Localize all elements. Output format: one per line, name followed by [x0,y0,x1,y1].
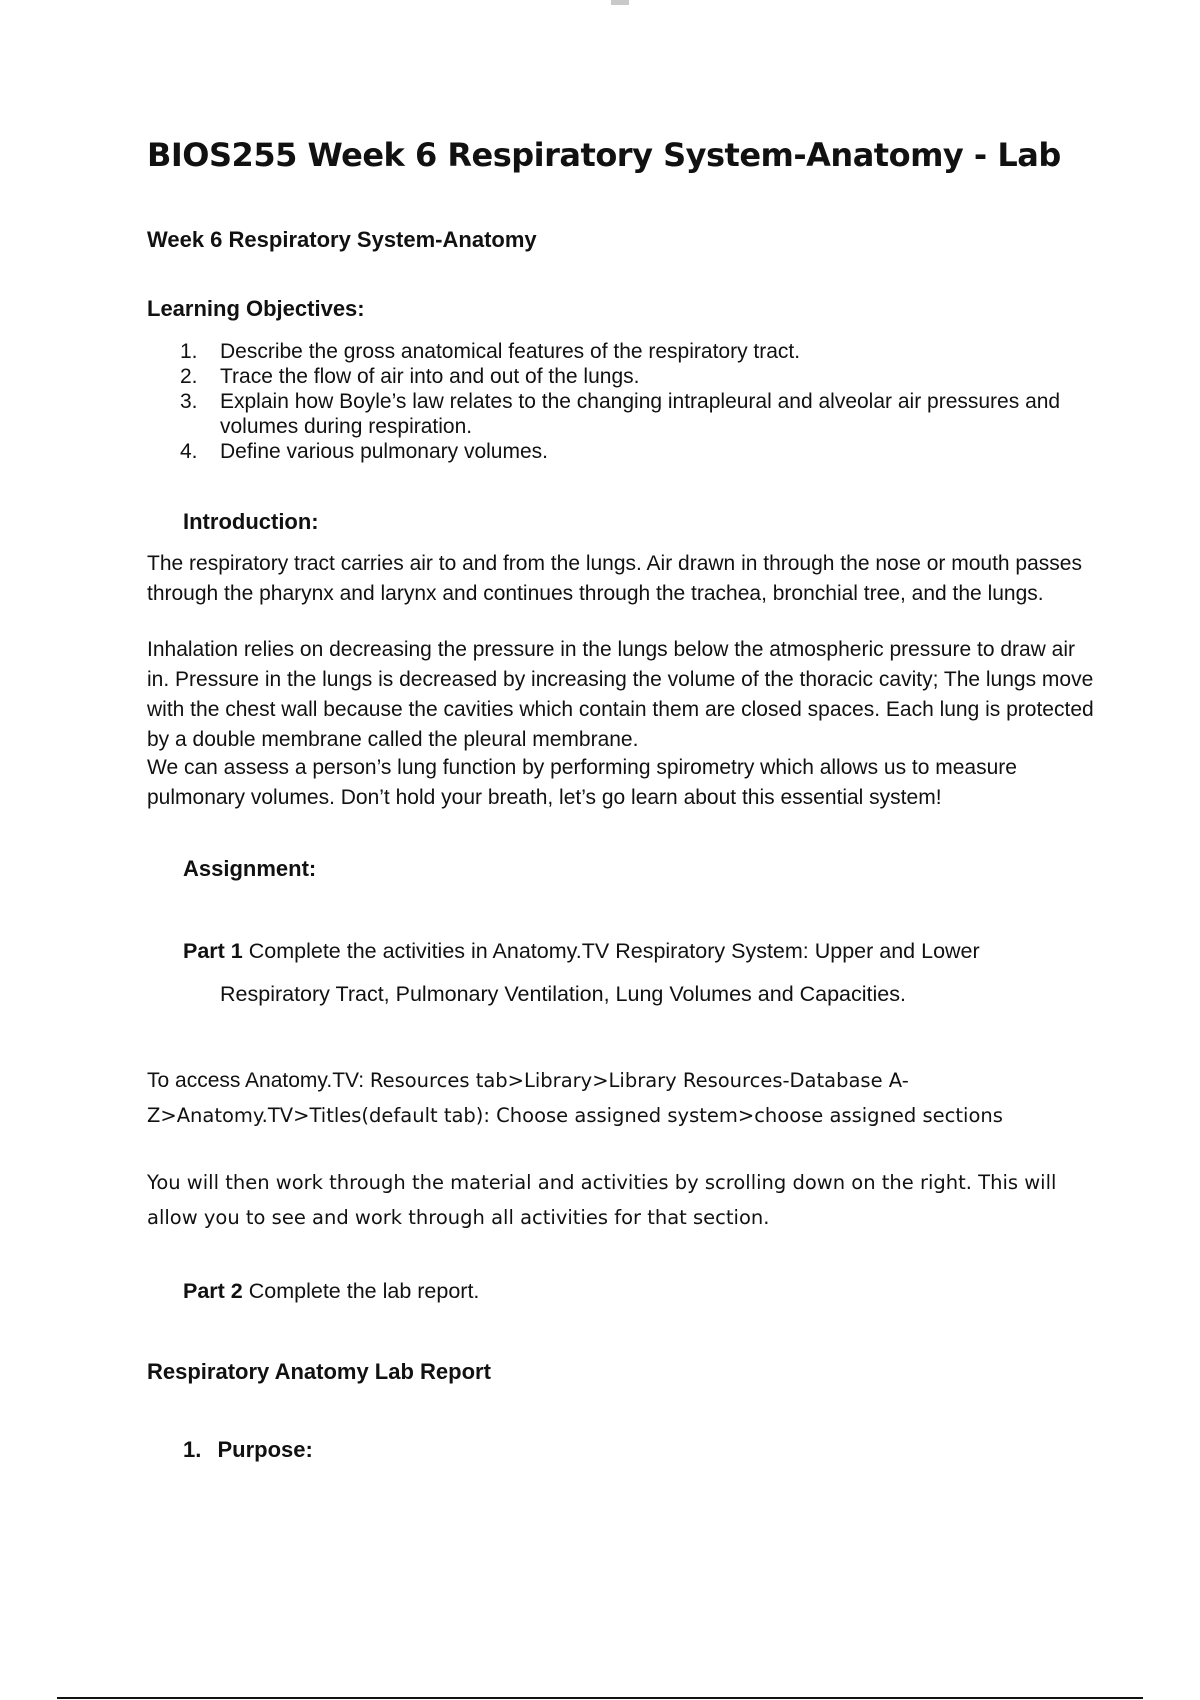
objective-item [180,389,1080,439]
page-top-marker [611,0,629,5]
objective-text: Describe the gross anatomical features of the respiratory tract. [220,340,801,363]
objective-text: Trace the flow of air into and out of the lungs. [220,365,640,388]
section-heading: Week 6 Respiratory System-Anatomy [147,227,537,252]
objective-text: Define various pulmonary volumes. [220,440,548,463]
part-1-text-line-2: Respiratory Tract, Pulmonary Ventilation, Lung Volumes and Capacities. [220,982,906,1006]
objective-number: 3. [180,390,198,413]
objective-number: 2. [180,365,198,388]
access-instructions [147,1063,1027,1133]
objective-item [180,364,1080,389]
lab-report-item-1-number: 1. [183,1437,202,1462]
lab-report-item-1 [183,1437,313,1463]
part-2-label: Part 2 [183,1279,243,1303]
lab-report-item-1-label: Purpose: [217,1437,313,1462]
introduction-heading: Introduction: [183,509,319,534]
access-label: To access Anatomy.TV: [147,1069,370,1092]
access-path: Resources tab>Library>Library Resources-Database A-Z>Anatomy.TV>Titles(default tab): Choose assigned system>choose assigned sections [147,1069,1003,1127]
lab-report-heading: Respiratory Anatomy Lab Report [147,1359,491,1384]
objective-item [180,439,1080,464]
objectives-list [180,339,1080,464]
introduction-paragraph-3: We can assess a person’s lung function by performing spirometry which allows us to measure pulmonary volumes. Don’t hold your breath, let’s go learn about this essential system! [147,756,1017,809]
introduction-paragraph-1: The respiratory tract carries air to and from the lungs. Air drawn in through the nose or mouth passes through the pharynx and larynx and continues through the trachea, bronchial tree, and the lungs. [147,552,1082,605]
work-through-instructions: You will then work through the material and activities by scrolling down on the right. This will allow you to see and work through all activities for that section. [147,1171,1057,1229]
objective-number: 4. [180,440,198,463]
assignment-part-1 [183,930,1063,1016]
part-1-text-line-1: Complete the activities in Anatomy.TV Respiratory System: Upper and Lower [248,939,980,963]
part-2-text: Complete the lab report. [248,1279,480,1303]
objective-number: 1. [180,340,198,363]
assignment-heading: Assignment: [183,856,317,881]
assignment-part-2 [183,1276,479,1306]
objectives-heading: Learning Objectives: [147,296,365,321]
introduction-paragraph-2: Inhalation relies on decreasing the pressure in the lungs below the atmospheric pressure to draw air in. Pressure in the lungs is decreased by increasing the volume of the thoracic cavity; The lungs move with the chest wall because the cavities which contain them are closed spaces. Each lung is protected by a double membrane called the pleural membrane. [147,638,1094,751]
part-1-label: Part 1 [183,939,243,963]
document-title: BIOS255 Week 6 Respiratory System-Anatomy - Lab [147,136,1061,174]
objective-text: Explain how Boyle’s law relates to the changing intrapleural and alveolar air pressures and volumes during respiration. [220,390,1061,438]
page-bottom-rule [57,1697,1143,1699]
objective-item [180,339,1080,364]
